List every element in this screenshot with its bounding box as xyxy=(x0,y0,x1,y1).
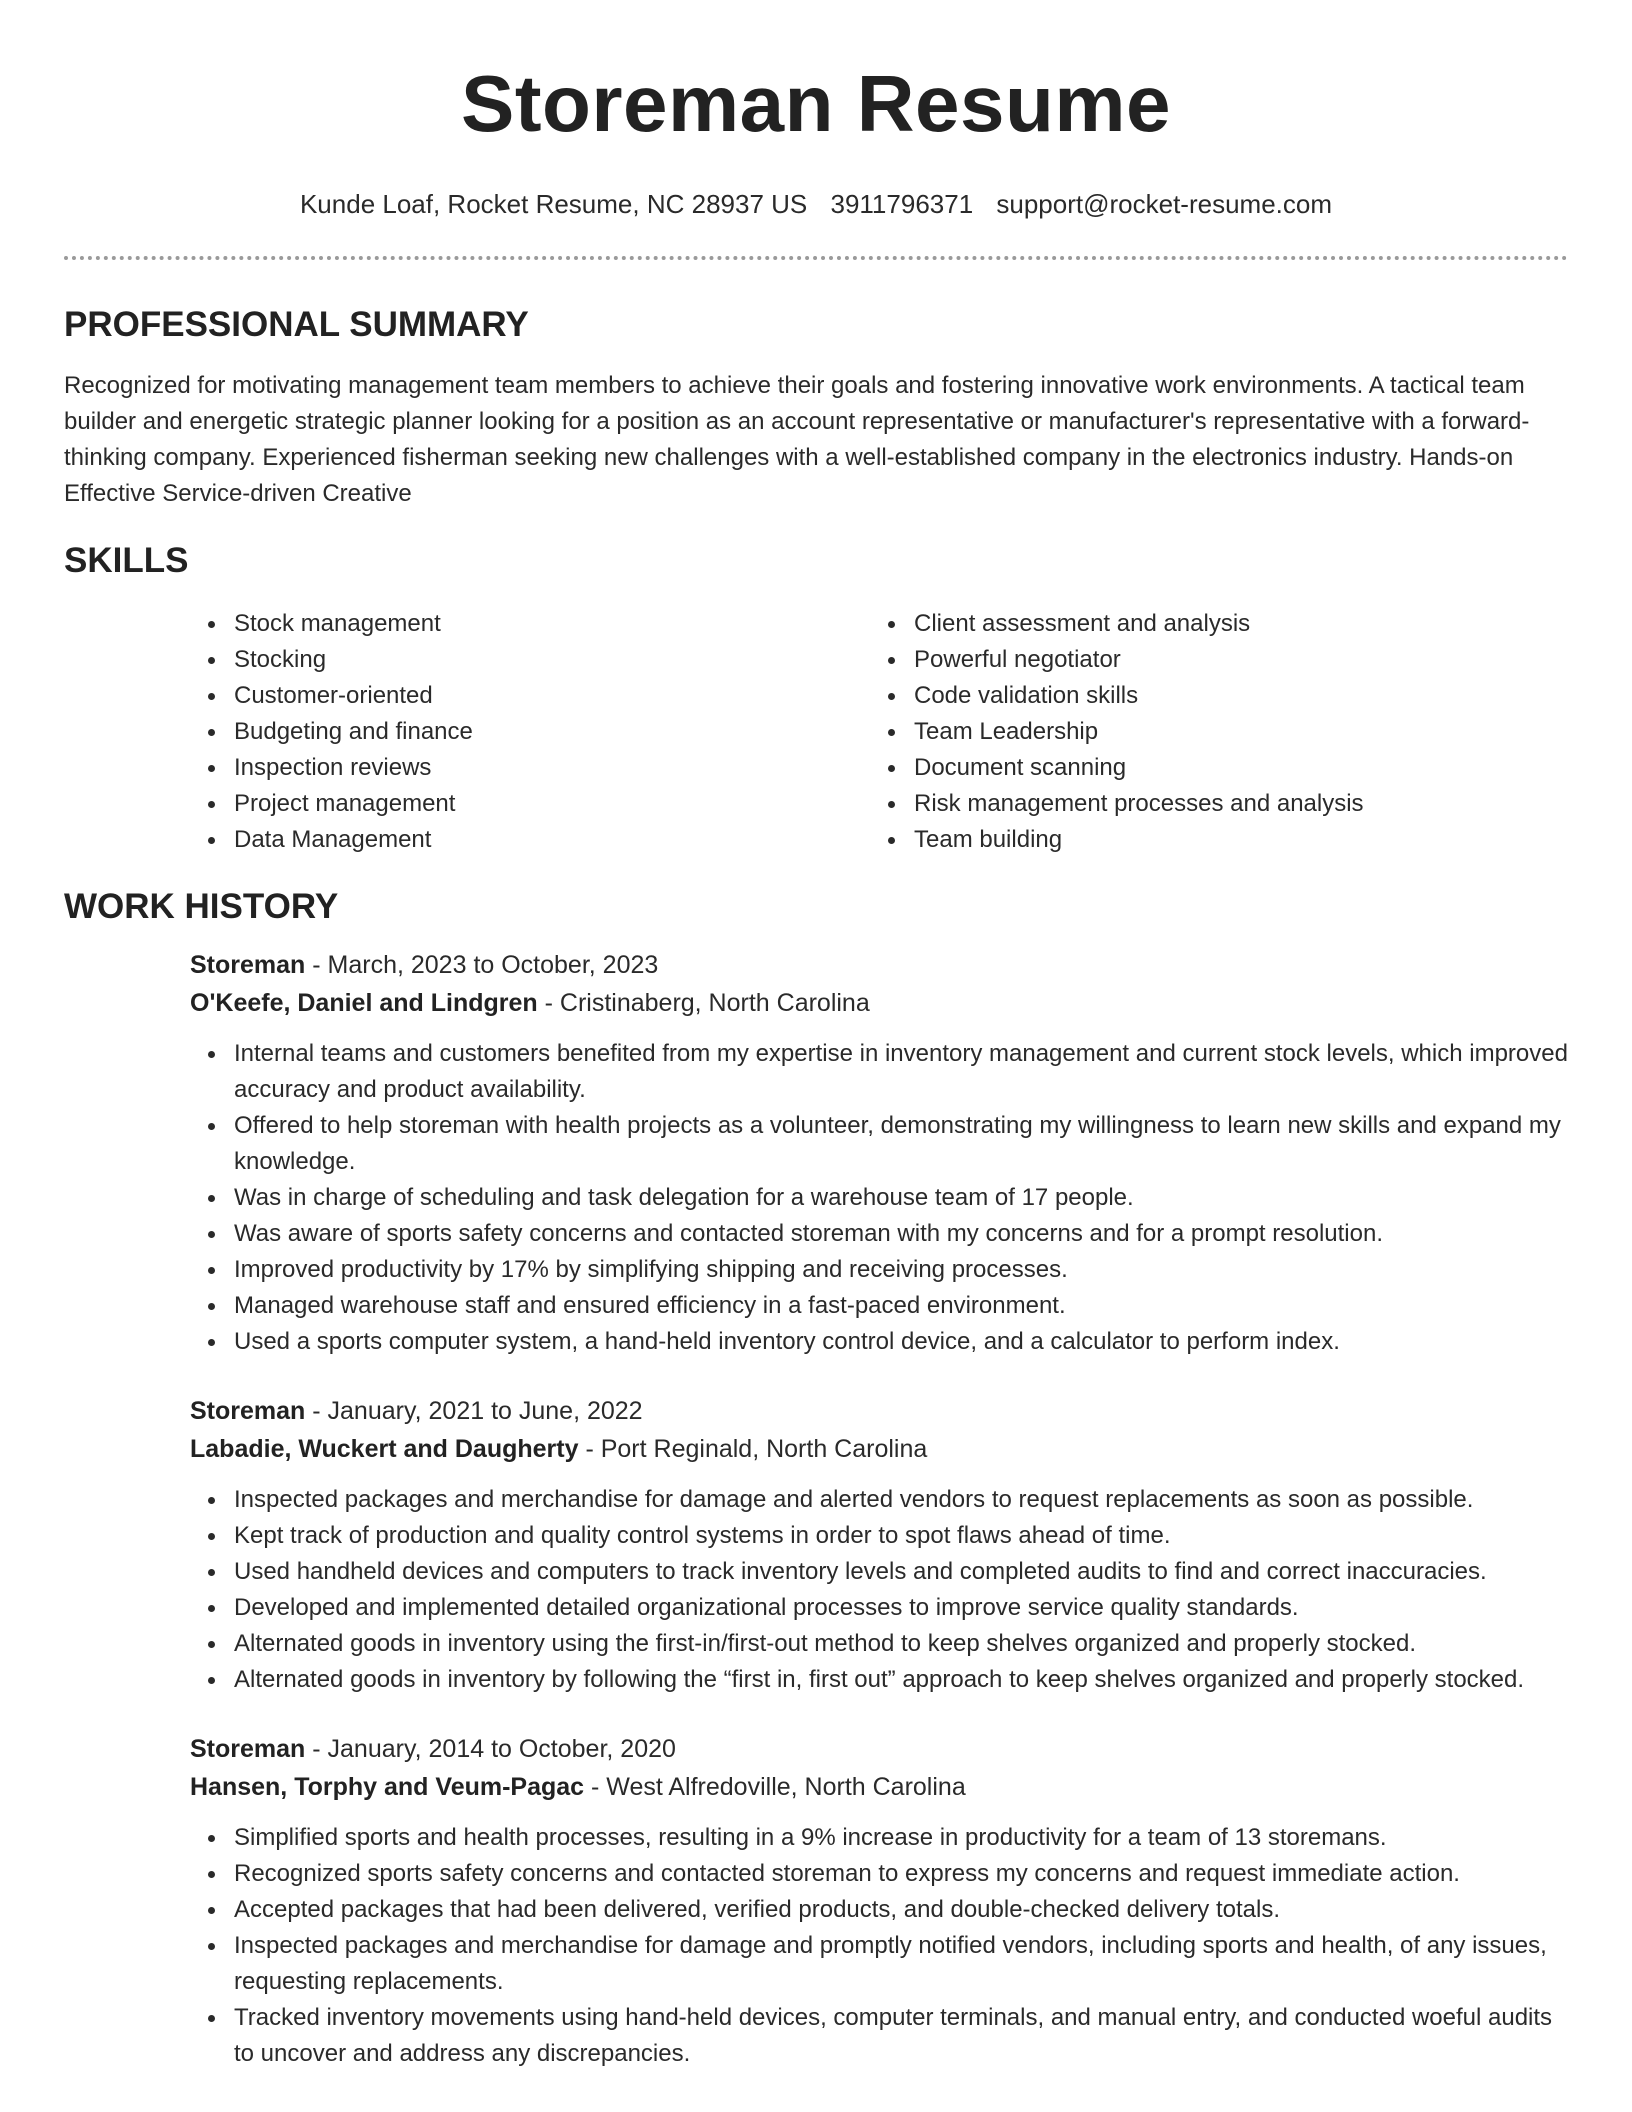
job-bullet: Alternated goods in inventory by following the “first in, first out” approach to keep shelves organized and properly stocked. xyxy=(234,1662,1568,1698)
skill-item: Risk management processes and analysis xyxy=(914,786,1550,822)
contact-phone: 3911796371 xyxy=(830,189,974,219)
skill-item: Data Management xyxy=(234,822,870,858)
job-title-line xyxy=(190,1392,1568,1430)
job-company-line xyxy=(190,1768,1568,1806)
skills-column-right xyxy=(870,606,1550,858)
skill-item: Inspection reviews xyxy=(234,750,870,786)
job-bullet: Inspected packages and merchandise for damage and alerted vendors to request replacements as soon as possible. xyxy=(234,1482,1568,1518)
job-bullet: Was aware of sports safety concerns and contacted storeman with my concerns and for a prompt resolution. xyxy=(234,1216,1568,1252)
job-bullet: Internal teams and customers benefited from my expertise in inventory management and current stock levels, which improved accuracy and product availability. xyxy=(234,1036,1568,1108)
job-dates: - January, 2014 to October, 2020 xyxy=(305,1735,676,1763)
job-bullet: Used a sports computer system, a hand-held inventory control device, and a calculator to perform index. xyxy=(234,1324,1568,1360)
job-title-line xyxy=(190,1730,1568,1768)
skill-item: Customer-oriented xyxy=(234,678,870,714)
job-bullet: Used handheld devices and computers to track inventory levels and completed audits to find and correct inaccuracies. xyxy=(234,1554,1568,1590)
job-bullet: Tracked inventory movements using hand-held devices, computer terminals, and manual entry, and conducted woeful audits to uncover and address any discrepancies. xyxy=(234,2000,1568,2072)
job-bullet: Kept track of production and quality control systems in order to spot flaws ahead of time. xyxy=(234,1518,1568,1554)
job-company-line xyxy=(190,1430,1568,1468)
skill-item: Stock management xyxy=(234,606,870,642)
contact-line xyxy=(64,188,1568,220)
job-company-line xyxy=(190,984,1568,1022)
skill-item: Team building xyxy=(914,822,1550,858)
job-location: - Port Reginald, North Carolina xyxy=(578,1435,928,1463)
summary-text: Recognized for motivating management team members to achieve their goals and fostering innovative work environments. A tactical team builder and energetic strategic planner looking for a position as an account representative or manufacturer's representative with a forward-thinking company. Experienced fisherman seeking new challenges with a well-established company in the electronics industry. Hands-on Effective Service-driven Creative xyxy=(64,372,1530,507)
skill-item: Powerful negotiator xyxy=(914,642,1550,678)
job-location: - Cristinaberg, North Carolina xyxy=(537,989,870,1017)
skills-heading: SKILLS xyxy=(64,541,189,580)
job-bullet: Inspected packages and merchandise for damage and promptly notified vendors, including sports and health, of any issues, requesting replacements. xyxy=(234,1928,1568,2000)
skill-item: Client assessment and analysis xyxy=(914,606,1550,642)
job-bullets xyxy=(190,1482,1568,1698)
skill-item: Document scanning xyxy=(914,750,1550,786)
job-bullet: Was in charge of scheduling and task delegation for a warehouse team of 17 people. xyxy=(234,1180,1568,1216)
skill-item: Budgeting and finance xyxy=(234,714,870,750)
job-company: O'Keefe, Daniel and Lindgren xyxy=(190,989,538,1017)
job-company: Hansen, Torphy and Veum-Pagac xyxy=(190,1773,585,1801)
job-entry xyxy=(190,1392,1568,1698)
skill-item: Team Leadership xyxy=(914,714,1550,750)
job-bullets xyxy=(190,1036,1568,1360)
job-title: Storeman xyxy=(190,951,306,979)
skill-item: Stocking xyxy=(234,642,870,678)
skill-item: Code validation skills xyxy=(914,678,1550,714)
skills-grid xyxy=(190,606,1568,858)
job-title-line xyxy=(190,946,1568,984)
job-bullet: Improved productivity by 17% by simplifying shipping and receiving processes. xyxy=(234,1252,1568,1288)
skill-item: Project management xyxy=(234,786,870,822)
job-entry xyxy=(190,946,1568,1360)
header-divider xyxy=(64,256,1568,260)
job-bullet: Developed and implemented detailed organizational processes to improve service quality standards. xyxy=(234,1590,1568,1626)
job-title: Storeman xyxy=(190,1397,306,1425)
work-heading: WORK HISTORY xyxy=(64,887,339,926)
job-bullets xyxy=(190,1820,1568,2072)
skills-column-left xyxy=(190,606,870,858)
job-bullet: Managed warehouse staff and ensured efficiency in a fast-paced environment. xyxy=(234,1288,1568,1324)
job-bullet: Offered to help storeman with health projects as a volunteer, demonstrating my willingness to learn new skills and expand my knowledge. xyxy=(234,1108,1568,1180)
job-bullet: Accepted packages that had been delivered, verified products, and double-checked delivery totals. xyxy=(234,1892,1568,1928)
job-location: - West Alfredoville, North Carolina xyxy=(584,1773,966,1801)
job-company: Labadie, Wuckert and Daugherty xyxy=(190,1435,579,1463)
job-entry xyxy=(190,1730,1568,2072)
job-dates: - January, 2021 to June, 2022 xyxy=(305,1397,643,1425)
job-bullet: Recognized sports safety concerns and contacted storeman to express my concerns and request immediate action. xyxy=(234,1856,1568,1892)
job-bullet: Simplified sports and health processes, resulting in a 9% increase in productivity for a team of 13 storemans. xyxy=(234,1820,1568,1856)
job-title: Storeman xyxy=(190,1735,306,1763)
contact-address: Kunde Loaf, Rocket Resume, NC 28937 US xyxy=(299,189,808,219)
contact-email: support@rocket-resume.com xyxy=(996,189,1333,219)
summary-heading: PROFESSIONAL SUMMARY xyxy=(64,305,529,344)
job-bullet: Alternated goods in inventory using the first-in/first-out method to keep shelves organized and properly stocked. xyxy=(234,1626,1568,1662)
job-dates: - March, 2023 to October, 2023 xyxy=(305,951,659,979)
resume-title: Storeman Resume xyxy=(461,59,1171,148)
